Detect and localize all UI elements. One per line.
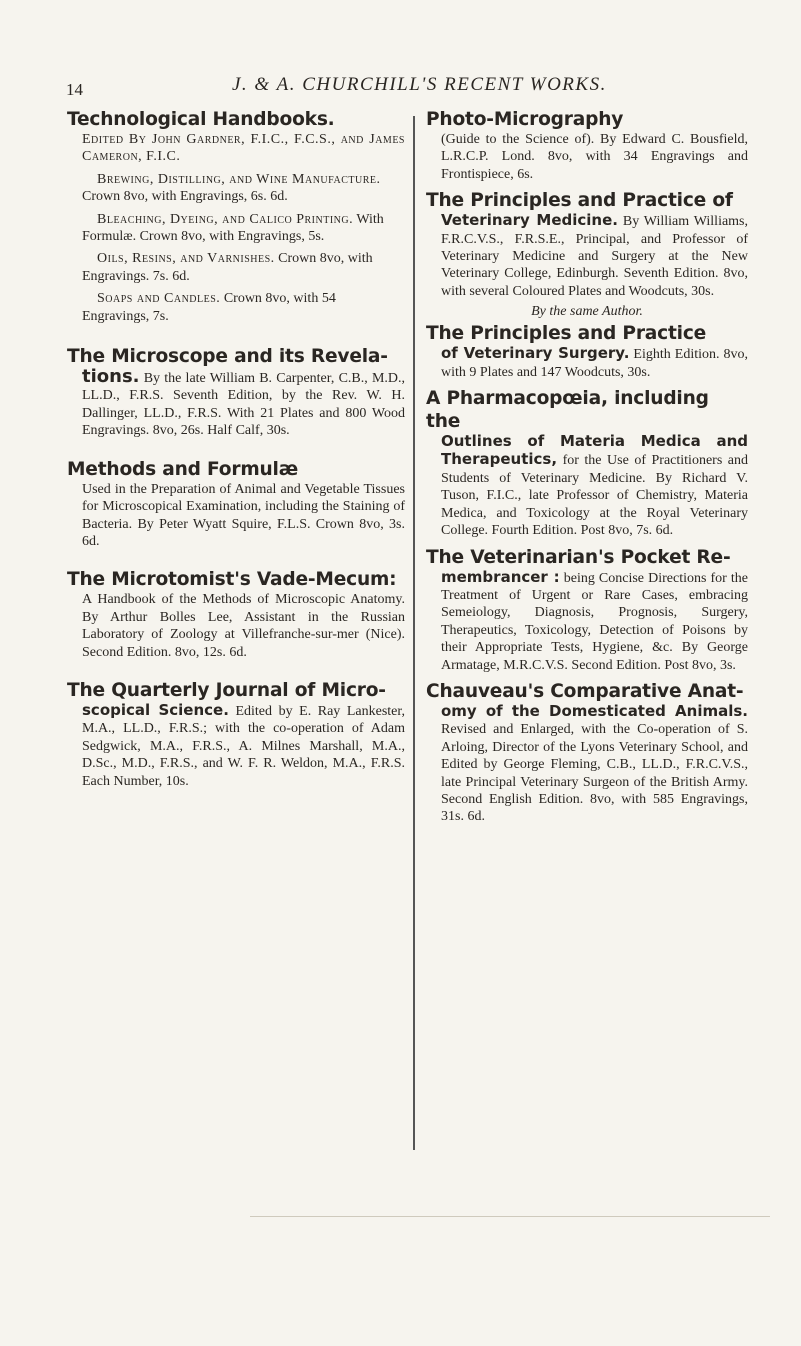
entry-microscope — [67, 345, 405, 440]
entry-title-cont: Veterinary Medicine. — [441, 211, 618, 230]
item-name: Brewing, Distilling, and Wine Manufacture. — [97, 171, 381, 187]
right-column — [426, 108, 748, 826]
entry-title-cont: membrancer : — [441, 567, 560, 586]
entry-veterinary-surgery — [426, 322, 748, 381]
running-title: J. & A. CHURCHILL'S RECENT WORKS. — [232, 74, 607, 95]
entry-title-cont: scopical Science. — [82, 700, 229, 719]
entry-body — [441, 212, 748, 300]
item-name: Soaps and Candles. — [97, 291, 221, 307]
entry-title: The Microtomist's Vade-Mecum: — [67, 569, 397, 591]
list-item — [82, 211, 405, 246]
entry-body — [82, 368, 405, 440]
entry-pharmacopoeia — [426, 387, 748, 539]
column-divider — [413, 116, 415, 1150]
item-desc: Crown 8vo, with Engravings, 6s. 6d. — [82, 189, 288, 205]
entry-title: Photo-Micrography — [426, 109, 624, 130]
entry-editors: Edited By John Gardner, F.I.C., F.C.S., and James Cameron, F.I.C. — [82, 132, 405, 165]
entry-title: The Veterinarian's Pocket Re- — [426, 546, 731, 568]
entry-quarterly-journal — [67, 679, 405, 790]
page-fold-line — [250, 1216, 770, 1217]
entry-title: Chauveau's Comparative Anat- — [426, 680, 744, 702]
entry-text: By the late William B. Carpenter, C.B., M.D., LL.D., F.R.S. Seventh Edition, by the Rev. W. H. Dallinger, LL.D., F.R.S. With 21 Plates and 800 Wood Engravings. 8vo, 26s. Half Calf, 30s. — [82, 371, 406, 439]
item-desc: With Formulæ. Crown 8vo, with Engravings, 5s. — [82, 211, 384, 245]
item-name: Oils, Resins, and Varnishes. — [97, 251, 275, 267]
entry-microtomist — [67, 568, 405, 661]
entry-title-cont: omy of the Domesticated Animals. — [441, 701, 748, 720]
item-desc: Crown 8vo, with 54 Engravings, 7s. — [82, 291, 336, 324]
entry-methods — [67, 458, 405, 551]
entry-title: A Pharmacopœia, including the — [426, 388, 709, 433]
left-column — [67, 108, 405, 790]
entry-text: A Handbook of the Methods of Microscopic Anatomy. By Arthur Bolles Lee, Assistant in the Russian Laboratory of Zoology at Villefranche-sur-mer (Nice). Second Edition. 8vo, 12s. 6d. — [82, 592, 405, 660]
entry-pocket-remembrancer — [426, 546, 748, 674]
entry-text: Eighth Edition. 8vo, with 9 Plates and 147 Woodcuts, 30s. — [441, 347, 748, 380]
entry-title-cont: of Veterinary Surgery. — [441, 344, 630, 363]
byline: By the same Author. — [531, 304, 643, 320]
entry-text: for the Use of Practitioners and Students of Veterinary Medicine. By Richard V. Tuson, F.I.C., late Professor of Chemistry, Materia Medica, and Toxicology at the Royal Veterinary College. Fourth Edition. Post 8vo, 7s. 6d. — [441, 453, 749, 539]
list-item — [82, 250, 405, 285]
item-desc: Crown 8vo, with Engravings. 7s. 6d. — [82, 251, 373, 284]
entry-body — [441, 569, 748, 674]
list-item — [82, 171, 405, 206]
entry-body — [441, 703, 748, 826]
entry-veterinary-medicine — [426, 189, 748, 300]
entry-body — [441, 345, 748, 381]
entry-body — [441, 433, 748, 539]
entry-text: being Concise Directions for the Treatment of Urgent or Rare Cases, embracing Semeiology, Diagnosis, Prognosis, Surgery, Therapeutics, Toxicology, Detection of Poisons by their Appropriate Tests, Hygiene, &c. By George Armatage, M.R.C.V.S. Second Edition. Post 8vo, 3s. — [441, 570, 749, 673]
entry-title: The Microscope and its Revela- — [67, 346, 388, 368]
list-item — [82, 290, 405, 325]
entry-title-cont: Outlines of Materia Medica and Therapeutics, — [441, 432, 748, 469]
entry-text: Used in the Preparation of Animal and Vegetable Tissues for Microscopical Examination, including the Staining of Bacteria. By Peter Wyatt Squire, F.L.S. Crown 8vo, 3s. 6d. — [82, 481, 405, 549]
entry-technological-handbooks — [67, 108, 405, 325]
entry-text: (Guide to the Science of). By Edward C. Bousfield, L.R.C.P. Lond. 8vo, with 34 Engravings and Frontispiece, 6s. — [441, 132, 748, 182]
entry-photo-micrography — [426, 108, 748, 183]
entry-title-cont: tions. — [82, 366, 140, 388]
entry-text: By William Williams, F.R.C.V.S., F.R.S.E., Principal, and Professor of Veterinary Medicine and Surgery at the New Veterinary College, Edinburgh. Seventh Edition. 8vo, with several Coloured Plates and Woodcuts, 30s. — [441, 214, 749, 299]
entry-title: The Quarterly Journal of Micro- — [67, 679, 386, 701]
entry-title: The Principles and Practice of — [426, 190, 733, 212]
entry-title: Methods and Formulæ — [67, 458, 298, 480]
entry-chauveau — [426, 680, 748, 826]
entry-body — [82, 702, 405, 790]
entry-text: Edited by E. Ray Lankester, M.A., LL.D., F.R.S.; with the co-operation of Adam Sedgwick, M.A., F.R.S., A. Milnes Marshall, M.A., D.Sc., M.D., F.R.S., and W. F. R. Weldon, M.A., F.R.S. Each Number, 10s. — [82, 703, 405, 789]
item-name: Bleaching, Dyeing, and Calico Printing. — [97, 211, 354, 227]
entry-title: The Principles and Practice — [426, 323, 707, 345]
entry-title: Technological Handbooks. — [67, 109, 335, 130]
page-number: 14 — [66, 80, 83, 99]
entry-text: Revised and Enlarged, with the Co-operation of S. Arloing, Director of the Lyons Veterinary School, and Edited by George Fleming, C.B., LL.D., F.R.C.V.S., late Principal Veterinary Surgeon of the British Army. Second English Edition. 8vo, with 585 Engravings, 31s. 6d. — [441, 722, 748, 825]
